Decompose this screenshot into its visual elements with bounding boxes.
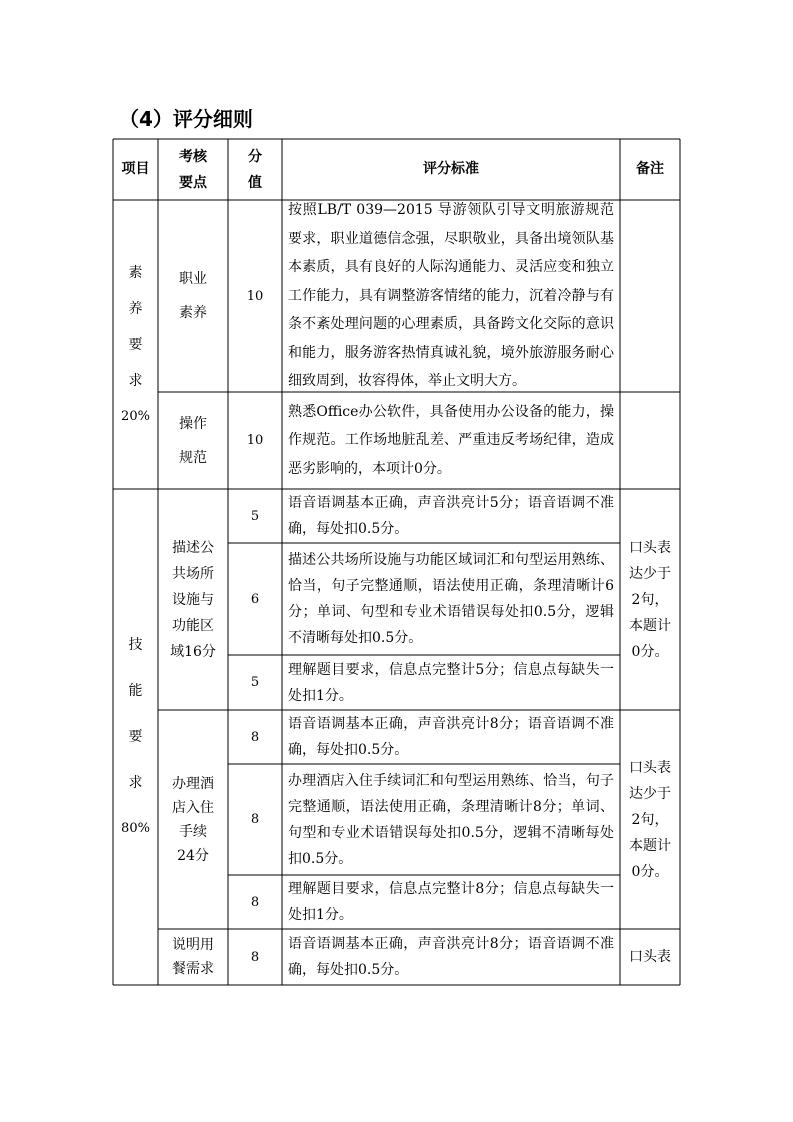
group3-remark-line: 口头表 <box>629 948 671 965</box>
group2-point <box>158 710 228 929</box>
section1-row2-score: 10 <box>246 433 264 448</box>
header-item: 项目 <box>121 161 150 177</box>
header-score <box>228 139 282 200</box>
group2-remark-line: 0分。 <box>631 863 669 880</box>
section1-row1-point <box>158 200 228 392</box>
group1-remark-line: 2句， <box>631 591 669 608</box>
group1-remark-line: 口头表 <box>629 539 671 556</box>
group1-remark-line: 本题计 <box>629 617 671 634</box>
group2-row3-criteria: 理解题目要求，信息点完整计8分；信息点每缺失一处扣1分。 <box>288 881 614 923</box>
group2-row1-criteria: 语音语调基本正确，声音洪亮计8分；语音语调不准确，每处扣0.5分。 <box>288 716 614 758</box>
section2-name-char: 技 <box>128 637 143 653</box>
section1-name-char: 要 <box>128 336 143 353</box>
group2-row3-score: 8 <box>250 894 260 910</box>
section1-row2-point <box>158 392 228 489</box>
group2-point-line: 手续 <box>179 823 207 840</box>
group3-point-line: 说明用 <box>172 937 214 953</box>
group2-row1-score: 8 <box>250 729 260 745</box>
group3-point-line: 餐需求 <box>172 961 214 977</box>
group2-remark-line: 2句， <box>631 811 669 828</box>
group3-point <box>158 929 228 985</box>
section2-name-char: 求 <box>128 775 143 791</box>
section-heading: （4）评分细则 <box>119 107 253 131</box>
group2-point-line: 店入住 <box>172 799 214 816</box>
section2-name <box>113 489 158 985</box>
section2-name-char: 能 <box>128 683 143 699</box>
group1-row3-score: 5 <box>250 675 260 690</box>
group3-remark <box>620 929 680 985</box>
section1-row2-point-line2: 规范 <box>179 449 207 466</box>
section1-name <box>113 200 158 489</box>
group2-row2-criteria: 办理酒店入住手续词汇和句型运用熟练、恰当，句子完整通顺，语法使用正确，条理清晰计8分；单词、句型和专业术语错误每处扣0.5分，逻辑不清晰每处扣0.5分。 <box>288 772 614 867</box>
group2-remark <box>620 710 680 929</box>
group3-row1-criteria: 语音语调基本正确，声音洪亮计8分；语音语调不准确，每处扣0.5分。 <box>288 936 614 978</box>
group1-remark <box>620 489 680 710</box>
section1-row1-score: 10 <box>246 288 264 304</box>
group1-point-line: 功能区 <box>172 617 214 634</box>
group2-row2-score: 8 <box>250 812 260 827</box>
group2-point-line: 办理酒 <box>172 775 214 792</box>
group3-row1-score: 8 <box>250 949 260 965</box>
section1-row1-point-line2: 素养 <box>179 305 207 321</box>
section1-weight: 20% <box>121 408 150 424</box>
group1-row1-score: 5 <box>250 508 260 524</box>
header-assessment-point <box>158 139 228 200</box>
group1-point-line: 描述公 <box>172 539 214 556</box>
section2-name-char: 要 <box>128 729 143 745</box>
group2-remark-line: 达少于 <box>629 785 671 802</box>
section1-row1-point-line1: 职业 <box>179 271 207 287</box>
group2-remark-line: 本题计 <box>629 837 671 854</box>
header-remark: 备注 <box>636 161 664 177</box>
header-assessment-point-line1: 考核 <box>179 148 207 165</box>
section1-row2-criteria: 熟悉Office办公软件，具备使用办公设备的能力，操作规范。工作场地脏乱差、严重违反考场纪律，造成恶劣影响的，本项计0分。 <box>288 403 614 477</box>
header-score-line2: 值 <box>248 174 262 191</box>
header-score-line1: 分 <box>248 148 262 165</box>
group2-point-line: 24分 <box>177 847 209 864</box>
section1-name-char: 求 <box>128 372 143 389</box>
section2-weight: 80% <box>121 821 150 836</box>
header-criteria: 评分标准 <box>423 161 479 177</box>
section1-name-char: 养 <box>128 300 143 317</box>
section1-name-char: 素 <box>128 264 143 281</box>
group1-point-line: 共场所 <box>172 565 214 582</box>
group1-point-line: 域16分 <box>170 643 216 660</box>
section1-row1-criteria: 按照LB/T 039—2015 导游领队引导文明旅游规范要求，职业道德信念强，尽职敬业，具备出境领队基本素质，具有良好的人际沟通能力、灵活应变和独立工作能力，具有调整游客情绪的能力，沉着冷静与有条不紊处理问题的心理素质，具备跨文化交际的意识和能力，服务游客热情真诚礼貌，境外旅游服务耐心细致周到，妆容得体，举止文明大方。 <box>288 202 614 390</box>
group1-row3-criteria: 理解题目要求，信息点完整计5分；信息点每缺失一处扣1分。 <box>288 661 614 704</box>
section1-row2-point-line1: 操作 <box>179 415 207 432</box>
group1-remark-line: 达少于 <box>629 565 671 582</box>
group2-remark-line: 口头表 <box>629 759 671 776</box>
group1-row2-criteria: 描述公共场所设施与功能区域词汇和句型运用熟练、恰当，句子完整通顺，语法使用正确，条理清晰计6分；单词、句型和专业术语错误每处扣0.5分，逻辑不清晰每处扣0.5分。 <box>288 552 614 646</box>
group1-row2-score: 6 <box>250 591 260 607</box>
group1-point <box>158 489 228 710</box>
group1-remark-line: 0分。 <box>631 643 669 660</box>
group1-point-line: 设施与 <box>172 591 214 608</box>
header-assessment-point-line2: 要点 <box>179 174 207 191</box>
group1-row1-criteria: 语音语调基本正确，声音洪亮计5分；语音语调不准确，每处扣0.5分。 <box>288 495 614 537</box>
